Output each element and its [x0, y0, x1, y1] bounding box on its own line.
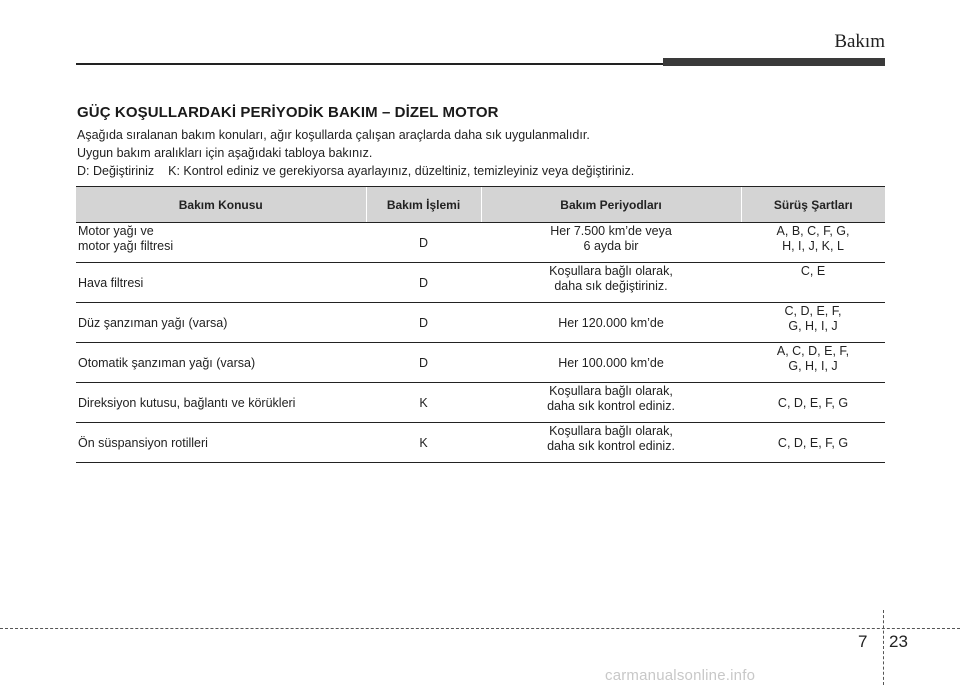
row-conditions: C, D, E, F, G, H, I, J — [741, 303, 885, 343]
row-operation: K — [366, 423, 481, 463]
page-number: 23 — [889, 632, 908, 651]
page-header-title: Bakım — [834, 31, 885, 52]
header-operation: Bakım İşlemi — [366, 187, 481, 223]
row-period: Koşullara bağlı olarak, daha sık kontrol ediniz. — [481, 383, 741, 423]
footer-rule — [0, 628, 960, 629]
row-item: Ön süspansiyon rotilleri — [76, 423, 366, 463]
row-conditions: C, D, E, F, G — [741, 423, 885, 463]
footer-divider — [883, 610, 884, 685]
table-row — [76, 263, 885, 303]
header-rule-thin — [76, 63, 663, 65]
row-item: Otomatik şanzıman yağı (varsa) — [76, 343, 366, 383]
row-item: Düz şanzıman yağı (varsa) — [76, 303, 366, 343]
row-item: Motor yağı ve motor yağı filtresi — [76, 223, 366, 263]
row-period: Koşullara bağlı olarak, daha sık kontrol ediniz. — [481, 423, 741, 463]
header-rule-thick — [663, 58, 885, 66]
row-conditions: C, D, E, F, G — [741, 383, 885, 423]
table-row — [76, 343, 885, 383]
intro-line-1: Aşağıda sıralanan bakım konuları, ağır koşullarda çalışan araçlarda daha sık uygulanmalıdır. — [77, 128, 590, 142]
row-operation: D — [366, 223, 481, 263]
table-header-row — [76, 187, 885, 223]
watermark: carmanualsonline.info — [605, 667, 756, 684]
table-row — [76, 383, 885, 423]
row-operation: D — [366, 303, 481, 343]
table-row — [76, 223, 885, 263]
row-item: Direksiyon kutusu, bağlantı ve körükleri — [76, 383, 366, 423]
row-item: Hava filtresi — [76, 263, 366, 303]
header-period: Bakım Periyodları — [481, 187, 741, 223]
row-period: Koşullara bağlı olarak, daha sık değiştiriniz. — [481, 263, 741, 303]
intro-line-2: Uygun bakım aralıkları için aşağıdaki tabloya bakınız. — [77, 146, 373, 160]
header-conditions: Sürüş Şartları — [741, 187, 885, 223]
section-title: GÜÇ KOŞULLARDAKİ PERİYODİK BAKIM – DİZEL MOTOR — [77, 104, 499, 121]
row-operation: K — [366, 383, 481, 423]
row-period: Her 100.000 km’de — [481, 343, 741, 383]
legend-k: K: Kontrol ediniz ve gerekiyorsa ayarlayınız, düzeltiniz, temizleyiniz veya değiştiriniz. — [168, 164, 635, 178]
maintenance-table — [76, 186, 885, 463]
row-operation: D — [366, 263, 481, 303]
table-row — [76, 303, 885, 343]
table-row — [76, 423, 885, 463]
legend-line — [77, 162, 634, 180]
row-conditions: C, E — [741, 263, 885, 303]
row-period: Her 7.500 km’de veya 6 ayda bir — [481, 223, 741, 263]
row-conditions: A, C, D, E, F, G, H, I, J — [741, 343, 885, 383]
header-item: Bakım Konusu — [76, 187, 366, 223]
legend-d: D: Değiştiriniz — [77, 164, 155, 178]
chapter-number: 7 — [858, 632, 868, 651]
row-period: Her 120.000 km’de — [481, 303, 741, 343]
row-operation: D — [366, 343, 481, 383]
row-conditions: A, B, C, F, G, H, I, J, K, L — [741, 223, 885, 263]
intro-text — [77, 126, 634, 180]
